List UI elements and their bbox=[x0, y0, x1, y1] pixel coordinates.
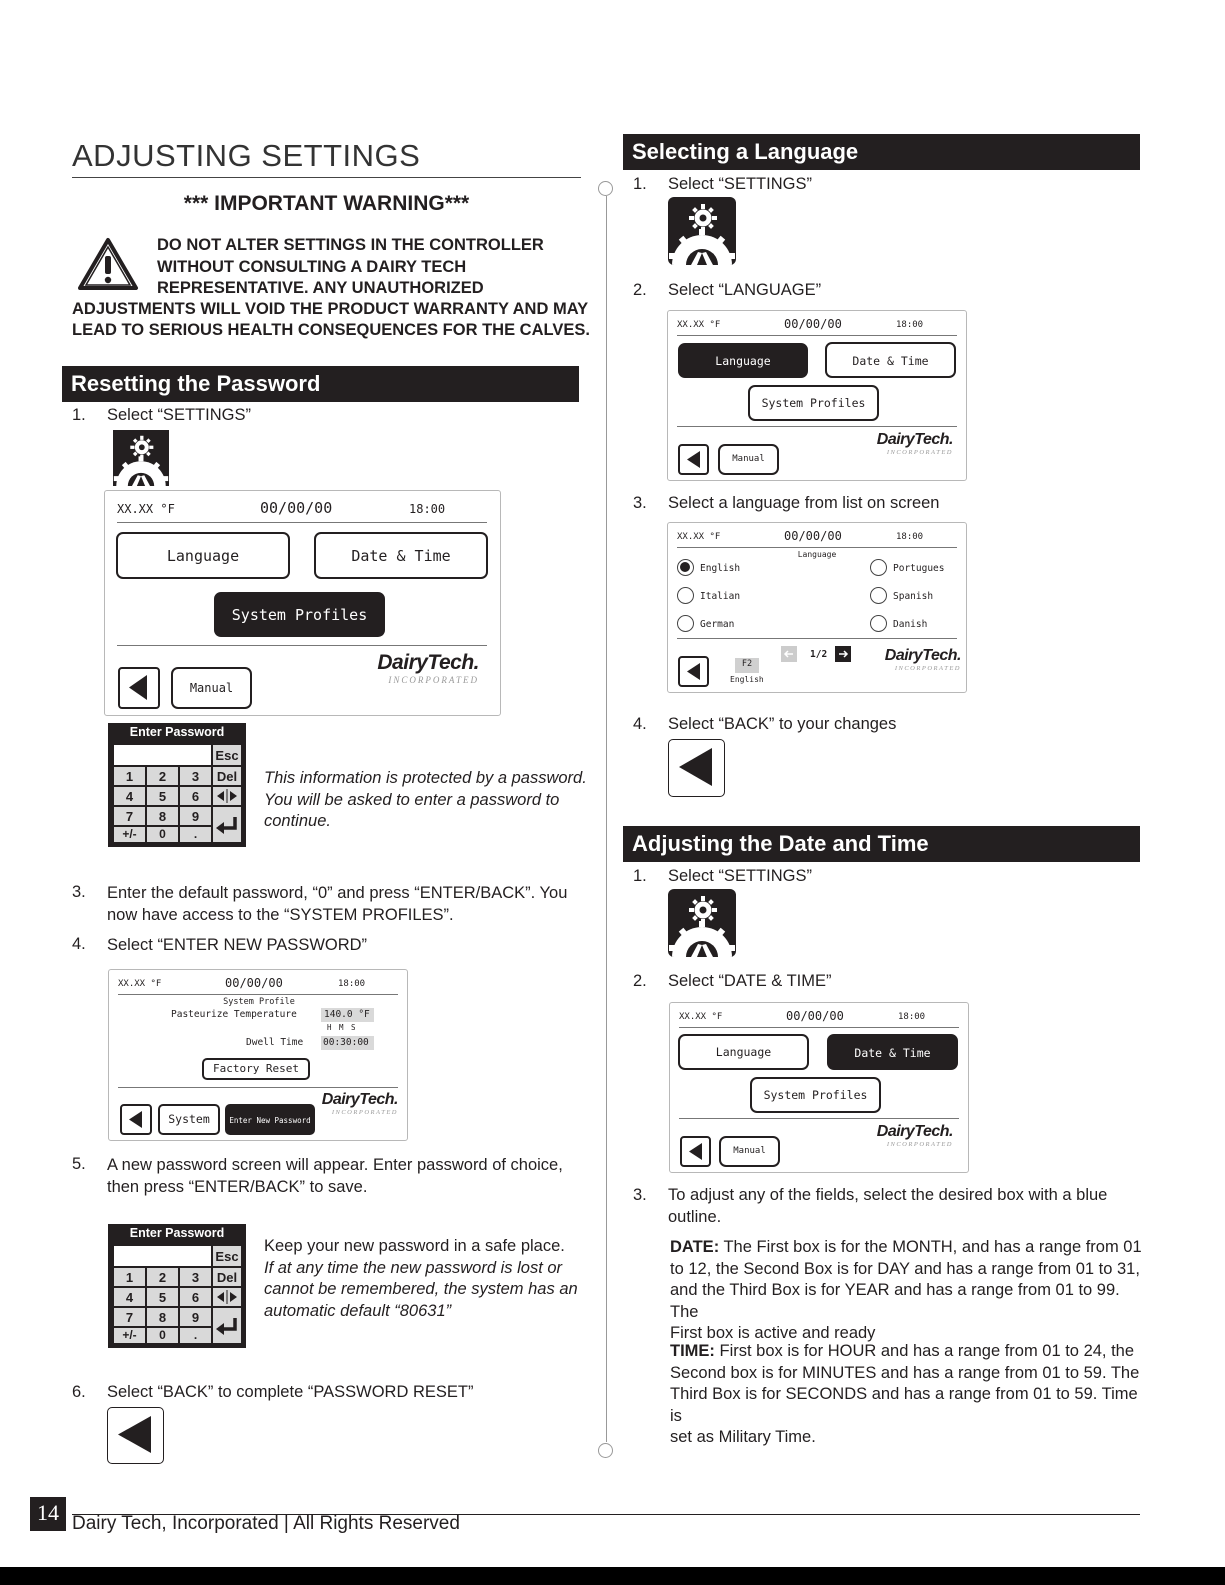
step-text: Enter the default password, “0” and press “ENTER/BACK”. You now have access to the “SYSTEM PROFILES”. bbox=[107, 884, 568, 924]
step-text: A new password screen will appear. Enter password of choice, then press “ENTER/BACK” to save. bbox=[107, 1156, 563, 1196]
key-0[interactable]: 0 bbox=[146, 826, 179, 843]
step-text: Select “SETTINGS” bbox=[668, 867, 812, 885]
option-english[interactable]: English bbox=[700, 563, 741, 574]
arrow-right-icon bbox=[835, 646, 851, 662]
dwell-label: Dwell Time bbox=[246, 1037, 304, 1048]
step-number: 4. bbox=[72, 935, 86, 953]
key-enter[interactable] bbox=[212, 806, 242, 843]
step-number: 3. bbox=[72, 883, 86, 901]
language-button[interactable]: Language bbox=[678, 343, 808, 378]
temperature-readout: XX.XX °F bbox=[118, 979, 162, 989]
language-list-screen bbox=[667, 522, 967, 693]
keypad-title: Enter Password bbox=[129, 1226, 225, 1240]
time-readout: 18:00 bbox=[896, 532, 924, 542]
key-esc[interactable]: Esc bbox=[212, 744, 242, 766]
key-0[interactable]: 0 bbox=[146, 1327, 179, 1344]
system-profiles-button[interactable]: System Profiles bbox=[750, 1077, 881, 1113]
key-8[interactable]: 8 bbox=[146, 1307, 179, 1327]
column-divider bbox=[606, 196, 607, 1442]
key-dot[interactable]: . bbox=[179, 1327, 212, 1344]
step-text: Select “LANGUAGE” bbox=[668, 281, 822, 299]
date-explanation: DATE: The First box is for the MONTH, and has a range from 01 to 12, the Second Box is for DAY and has a range from 01 to 31, and the Third Box is for YEAR and has a range from 01 to 99. The First box is active and ready bbox=[670, 1238, 1142, 1342]
step-text: Select “SETTINGS” bbox=[668, 175, 812, 193]
back-button[interactable] bbox=[120, 1104, 152, 1135]
key-dot[interactable]: . bbox=[179, 826, 212, 843]
key-del[interactable]: Del bbox=[212, 1267, 242, 1287]
radio-spanish[interactable] bbox=[870, 587, 887, 604]
key-9[interactable]: 9 bbox=[179, 806, 212, 826]
option-spanish[interactable]: Spanish bbox=[893, 591, 934, 602]
date-label: DATE: bbox=[670, 1238, 720, 1256]
back-arrow-icon bbox=[120, 669, 157, 706]
time-readout: 18:00 bbox=[338, 979, 366, 989]
step-number: 1. bbox=[72, 406, 86, 424]
radio-danish[interactable] bbox=[870, 615, 887, 632]
password-input[interactable] bbox=[113, 1245, 212, 1267]
key-4[interactable]: 4 bbox=[113, 786, 146, 806]
temperature-readout: XX.XX °F bbox=[117, 502, 175, 516]
password-keypad bbox=[108, 1224, 246, 1348]
step-number: 3. bbox=[633, 1186, 647, 1204]
date-readout: 00/00/00 bbox=[784, 317, 842, 331]
temperature-readout: XX.XX °F bbox=[677, 532, 721, 542]
step-text: Select “ENTER NEW PASSWORD” bbox=[107, 936, 368, 954]
temperature-readout: XX.XX °F bbox=[679, 1012, 723, 1022]
back-button[interactable] bbox=[678, 656, 709, 687]
step-number: 5. bbox=[72, 1155, 86, 1173]
time-explanation: TIME: First box is for HOUR and has a range from 01 to 24, the Second box is for MINUTES and has a range from 01 to 59. The Third Box is for SECONDS and has a range from 01 to 59. Time is set as Military Time. bbox=[670, 1342, 1140, 1446]
left-right-arrows-icon bbox=[213, 787, 241, 805]
option-italian[interactable]: Italian bbox=[700, 591, 741, 602]
left-right-arrows-icon bbox=[213, 1288, 241, 1306]
step-text: Select “DATE & TIME” bbox=[668, 972, 832, 990]
warning-line: ADJUSTMENTS WILL VOID THE PRODUCT WARRANTY AND MAY bbox=[72, 300, 589, 318]
section-heading-language: Selecting a Language bbox=[623, 134, 1140, 170]
settings-gear-icon[interactable] bbox=[668, 197, 736, 265]
profile-title: System Profile bbox=[223, 997, 295, 1007]
step-text: Select “SETTINGS” bbox=[107, 406, 251, 424]
page-title: ADJUSTING SETTINGS bbox=[72, 138, 421, 173]
dairytech-logo: DairyTech. INCORPORATED bbox=[884, 647, 961, 672]
date-readout: 00/00/00 bbox=[260, 499, 333, 517]
step-number: 3. bbox=[633, 494, 647, 512]
back-button[interactable] bbox=[678, 444, 709, 475]
key-plus-minus[interactable]: +/- bbox=[113, 826, 146, 843]
date-time-button[interactable]: Date & Time bbox=[314, 532, 488, 579]
manual-button[interactable]: Manual bbox=[719, 1136, 780, 1167]
settings-screen bbox=[104, 490, 501, 716]
date-readout: 00/00/00 bbox=[786, 1009, 844, 1023]
back-arrow-icon bbox=[680, 658, 707, 685]
password-note: This information is protected by a password. You will be asked to enter a password to continue. bbox=[264, 769, 587, 830]
key-2[interactable]: 2 bbox=[146, 766, 179, 786]
divider-ring bbox=[598, 181, 613, 196]
step-number: 1. bbox=[633, 175, 647, 193]
key-1[interactable]: 1 bbox=[113, 1267, 146, 1287]
key-8[interactable]: 8 bbox=[146, 806, 179, 826]
time-readout: 18:00 bbox=[898, 1012, 926, 1022]
back-arrow-icon bbox=[108, 1408, 162, 1462]
key-esc[interactable]: Esc bbox=[212, 1245, 242, 1267]
date-readout: 00/00/00 bbox=[225, 976, 283, 990]
language-list-title: Language bbox=[797, 550, 837, 559]
step-number: 1. bbox=[633, 867, 647, 885]
key-arrows[interactable] bbox=[212, 1287, 242, 1307]
key-9[interactable]: 9 bbox=[179, 1307, 212, 1327]
key-4[interactable]: 4 bbox=[113, 1287, 146, 1307]
step-number: 2. bbox=[633, 972, 647, 990]
back-button[interactable] bbox=[107, 1407, 164, 1464]
key-arrows[interactable] bbox=[212, 786, 242, 806]
step-number: 6. bbox=[72, 1383, 86, 1401]
system-profile-screen bbox=[108, 969, 408, 1141]
current-language: English bbox=[730, 675, 764, 684]
section-heading-reset-password: Resetting the Password bbox=[62, 366, 579, 402]
option-german[interactable]: German bbox=[700, 619, 735, 630]
radio-portugues[interactable] bbox=[870, 559, 887, 576]
step-text: Select “BACK” to complete “PASSWORD RESET” bbox=[107, 1383, 474, 1401]
key-5[interactable]: 5 bbox=[146, 1287, 179, 1307]
key-3[interactable]: 3 bbox=[179, 1267, 212, 1287]
new-password-note: Keep your new password in a safe place. If at any time the new password is lost or cannot be remembered, the system has an automatic default “80631” bbox=[264, 1237, 578, 1320]
key-6[interactable]: 6 bbox=[179, 1287, 212, 1307]
key-del[interactable]: Del bbox=[212, 766, 242, 786]
date-readout: 00/00/00 bbox=[784, 529, 842, 543]
back-button[interactable] bbox=[118, 667, 160, 709]
temperature-readout: XX.XX °F bbox=[677, 320, 721, 330]
key-plus-minus[interactable]: +/- bbox=[113, 1327, 146, 1344]
warning-line: REPRESENTATIVE. ANY UNAUTHORIZED bbox=[157, 279, 484, 297]
time-readout: 18:00 bbox=[896, 320, 924, 330]
warning-line: LEAD TO SERIOUS HEALTH CONSEQUENCES FOR THE CALVES. bbox=[72, 321, 590, 339]
step-number: 2. bbox=[633, 281, 647, 299]
page-number: 14 bbox=[30, 1497, 66, 1531]
step-text: Select a language from list on screen bbox=[668, 494, 940, 512]
enter-new-password-button[interactable]: Enter New Password bbox=[225, 1104, 315, 1135]
title-divider bbox=[72, 177, 581, 178]
password-keypad bbox=[108, 723, 246, 847]
f2-key[interactable]: F2 bbox=[735, 658, 759, 673]
back-arrow-icon bbox=[680, 446, 707, 473]
date-time-button[interactable]: Date & Time bbox=[825, 342, 956, 378]
dwell-value-field[interactable]: 00:30:00 bbox=[321, 1036, 374, 1050]
language-button[interactable]: Language bbox=[116, 532, 290, 579]
section-heading-date-time: Adjusting the Date and Time bbox=[623, 826, 1140, 862]
back-button[interactable] bbox=[668, 739, 725, 797]
dairytech-logo: DairyTech. INCORPORATED bbox=[321, 1091, 398, 1116]
pasteurize-label: Pasteurize Temperature bbox=[171, 1009, 297, 1020]
settings-gear-icon[interactable] bbox=[668, 889, 736, 957]
system-profiles-button[interactable]: System Profiles bbox=[214, 592, 385, 637]
pasteurize-value-field[interactable]: 140.0 °F bbox=[321, 1008, 374, 1022]
warning-line: DO NOT ALTER SETTINGS IN THE CONTROLLER bbox=[157, 236, 544, 254]
enter-icon bbox=[213, 1308, 241, 1342]
warning-line: WITHOUT CONSULTING A DAIRY TECH bbox=[157, 258, 467, 276]
dairytech-logo: DairyTech. INCORPORATED bbox=[876, 1123, 953, 1148]
radio-english[interactable] bbox=[677, 559, 694, 576]
factory-reset-button[interactable]: Factory Reset bbox=[202, 1058, 310, 1080]
password-input[interactable] bbox=[113, 744, 212, 766]
settings-gear-icon[interactable] bbox=[107, 430, 175, 486]
key-7[interactable]: 7 bbox=[113, 806, 146, 826]
radio-italian[interactable] bbox=[677, 587, 694, 604]
key-enter[interactable] bbox=[212, 1307, 242, 1344]
key-6[interactable]: 6 bbox=[179, 786, 212, 806]
key-7[interactable]: 7 bbox=[113, 1307, 146, 1327]
hms-label: H M S bbox=[327, 1023, 356, 1032]
key-5[interactable]: 5 bbox=[146, 786, 179, 806]
back-arrow-icon bbox=[682, 1138, 709, 1165]
back-arrow-icon bbox=[669, 740, 723, 795]
enter-icon bbox=[213, 807, 241, 841]
system-button[interactable]: System bbox=[158, 1104, 220, 1135]
back-button[interactable] bbox=[680, 1136, 711, 1167]
manual-button[interactable]: Manual bbox=[718, 444, 779, 475]
key-1[interactable]: 1 bbox=[113, 766, 146, 786]
keypad-title: Enter Password bbox=[129, 725, 225, 739]
arrow-left-icon bbox=[781, 646, 797, 662]
settings-screen-date-time-selected bbox=[669, 1002, 969, 1173]
key-2[interactable]: 2 bbox=[146, 1267, 179, 1287]
time-label: TIME: bbox=[670, 1342, 715, 1360]
divider-ring bbox=[598, 1443, 613, 1458]
option-portugues[interactable]: Portugues bbox=[893, 563, 945, 574]
step-number: 4. bbox=[633, 715, 647, 733]
page-indicator: 1/2 bbox=[810, 649, 828, 660]
bottom-edge-band bbox=[0, 1567, 1225, 1585]
step-text: To adjust any of the fields, select the desired box with a blue outline. bbox=[668, 1186, 1108, 1226]
date-time-button[interactable]: Date & Time bbox=[827, 1034, 958, 1070]
prev-page-button[interactable] bbox=[781, 646, 797, 662]
settings-screen-language-selected bbox=[667, 310, 967, 481]
warning-title: *** IMPORTANT WARNING*** bbox=[183, 192, 470, 215]
back-arrow-icon bbox=[122, 1106, 150, 1133]
footer-copyright: Dairy Tech, Incorporated | All Rights Reserved bbox=[72, 1513, 460, 1534]
next-page-button[interactable] bbox=[835, 646, 851, 662]
system-profiles-button[interactable]: System Profiles bbox=[748, 385, 879, 421]
dairytech-logo: DairyTech. INCORPORATED bbox=[377, 651, 479, 685]
language-button[interactable]: Language bbox=[678, 1034, 809, 1070]
warning-triangle-icon bbox=[76, 236, 140, 292]
radio-german[interactable] bbox=[677, 615, 694, 632]
option-danish[interactable]: Danish bbox=[893, 619, 928, 630]
step-text: Select “BACK” to your changes bbox=[668, 715, 897, 733]
dairytech-logo: DairyTech. INCORPORATED bbox=[876, 431, 953, 456]
key-3[interactable]: 3 bbox=[179, 766, 212, 786]
manual-button[interactable]: Manual bbox=[171, 667, 252, 709]
time-readout: 18:00 bbox=[409, 502, 446, 516]
